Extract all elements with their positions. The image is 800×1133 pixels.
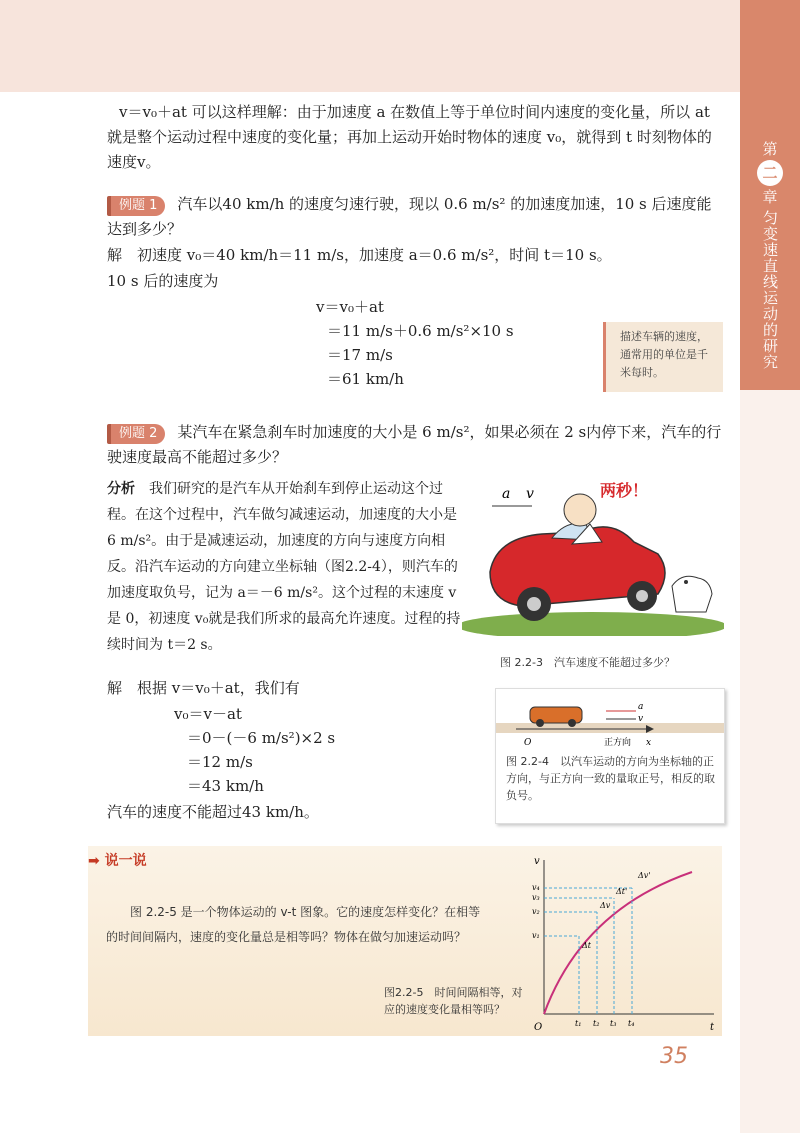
discussion-title-text: 说一说 [104,853,147,869]
fig224-v: v [638,714,644,724]
fig223-v-label: v [526,486,534,502]
chapter-label [752,140,788,374]
example2-eq-4: ＝43 km/h [187,777,264,795]
fig224-box [495,688,725,824]
example2-solution: 解 根据 v＝v₀＋at，我们有 [107,679,300,697]
fig224-a: a [638,702,644,712]
example2-label: 例题 2 [107,424,165,444]
dog [672,576,712,612]
vt-x-t3: t₃ [610,1019,617,1028]
page-number: 35 [660,1044,688,1069]
vt-dt: Δt [582,941,591,950]
example1-eq-2: ＝11 m/s＋0.6 m/s²×10 s [327,322,514,340]
intro-paragraph: v＝v₀＋at 可以这样理解：由于加速度 a 在数值上等于单位时间内速度的变化量，所以 at 就是整个运动过程中速度的变化量；再加上运动开始时物体的速度 v₀，就得到 t 时刻物体的速度v。 [107,103,712,171]
unit-note: 描述车辆的速度，通常用的单位是千米每时。 [603,322,723,392]
example1-eq-4: ＝61 km/h [327,370,404,388]
example2-eq-2: ＝0－(－6 m/s²)×2 s [187,729,336,747]
fig223-a-label: a [502,486,511,502]
chapter-suffix: 章 [762,188,778,206]
axis-diagram [496,689,724,749]
vt-y-v2: v₂ [532,907,540,916]
vt-dv-prime: Δv' [638,871,651,880]
example1-question: 汽车以40 km/h 的速度匀速行驶，现以 0.6 m/s² 的加速度加速，10 s 后速度能达到多少？ [107,195,712,238]
analysis-label: 分析 [107,481,135,497]
fig224-direction: 正方向 [604,738,632,748]
example1-label: 例题 1 [107,196,165,216]
fig223-caption: 图 2.2-3 汽车速度不能超过多少？ [500,656,675,669]
vt-x-t1: t₁ [575,1019,582,1028]
chapter-number: 二 [757,160,783,186]
vt-x-t4: t₄ [628,1019,635,1028]
vt-dv: Δv [600,901,611,910]
discussion-title [88,850,147,870]
grass [462,612,724,636]
discussion-text: 图 2.2-5 是一个物体运动的 v-t 图象。它的速度怎样变化？在相等的时间间隔内，速度的变化量总是相等吗？物体在做匀加速运动吗？ [106,905,481,944]
example2-question: 某汽车在紧急刹车时加速度的大小是 6 m/s²，如果必须在 2 s内停下来，汽车的行驶速度最高不能超过多少？ [107,423,722,466]
fig224-x: x [646,738,652,748]
vt-x-t2: t₂ [593,1019,600,1028]
example2-analysis [107,476,462,658]
vt-y-v3: v₃ [532,893,540,902]
driver-head [564,494,596,526]
example1-solution: 解 初速度 v₀＝40 km/h＝11 m/s，加速度 a＝0.6 m/s²，时间 t＝10 s。 [107,246,612,264]
example1-eq-3: ＝17 m/s [327,346,393,364]
example2-conclusion: 汽车的速度不能超过43 km/h。 [107,803,319,821]
vt-y-v4: v₄ [532,883,540,892]
vt-origin: O [534,1022,543,1033]
vt-v-label: v [534,856,540,867]
fig225-caption: 图2.2-5 时间间隔相等，对应的速度变化量相等吗？ [384,986,523,1016]
header-band [0,0,740,92]
vt-t-label: t [710,1022,715,1033]
side-strip [740,390,800,1133]
example1-after: 10 s 后的速度为 [107,272,219,290]
chapter-title: 匀变速直线运动的研究 [761,210,779,370]
fig224-origin: O [524,738,532,748]
arrow-icon: ➡ [88,853,100,869]
fig224-caption: 图 2.2-4 以汽车运动的方向为坐标轴的正方向，与正方向一致的量取正号，相反的取负号。 [506,755,715,802]
example2-eq-3: ＝12 m/s [187,753,253,771]
example1 [107,192,722,242]
analysis-text: 我们研究的是汽车从开始刹车到停止运动这个过程。在这个过程中，汽车做匀减速运动，加速度的大小是 6 m/s²。由于是减速运动，加速度的方向与速度方向相反。沿汽车运动的方向建立坐标轴（图2.2-4），则汽车的加速度取负号，记为 a＝－6 m/s²。这个过程的末速度 v 是 0，初速度 v₀就是我们所求的最高允许速度。过程的持续时间为 t＝2 s。 [107,481,461,653]
fig223-shout: 两秒！ [600,481,649,500]
example2-eq-1: v₀＝v－at [174,705,242,723]
vt-dt-prime: Δt' [616,887,628,896]
example2 [107,420,722,470]
example1-eq-1: v＝v₀＋at [316,298,384,316]
vt-graph [522,850,722,1036]
chapter-prefix: 第 [762,140,778,158]
vt-y-v1: v₁ [532,931,540,940]
car-braking-illustration [462,476,724,636]
